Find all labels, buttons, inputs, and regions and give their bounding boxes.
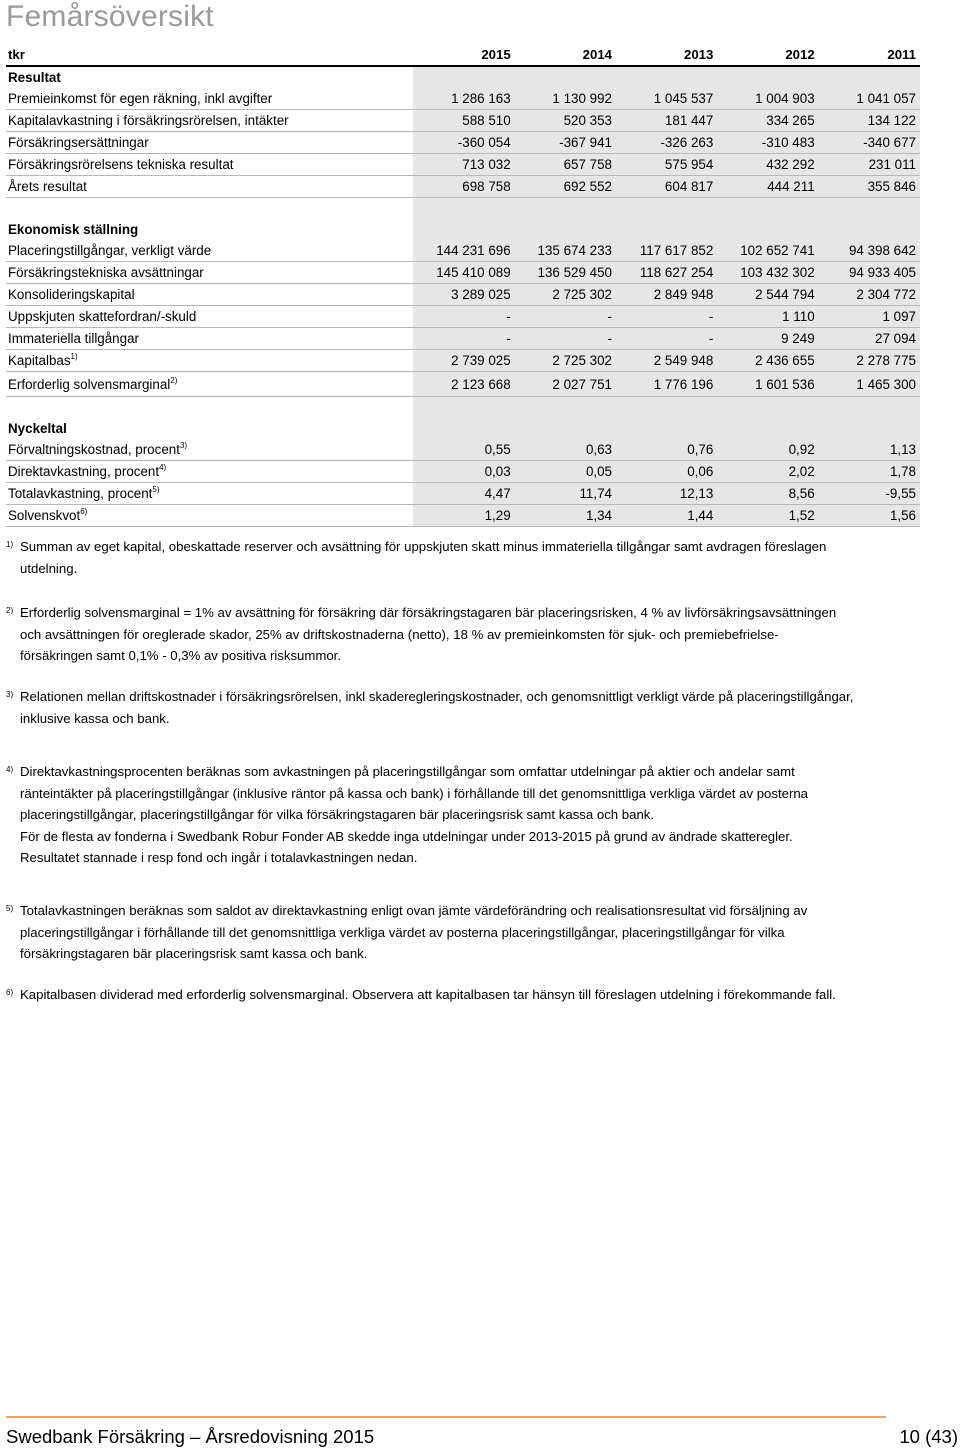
footnote-line: utdelning. (20, 560, 78, 576)
row-label-cell (6, 176, 413, 198)
table-row (6, 110, 920, 132)
value-cell: 0,06 (616, 461, 717, 483)
value-cell: 1 045 537 (616, 88, 717, 110)
row-label-cell (6, 483, 413, 505)
value-cell: 2 544 794 (717, 284, 818, 306)
value-cell: 2 725 302 (515, 350, 616, 372)
value-cell: 692 552 (515, 176, 616, 198)
row-label-cell (6, 328, 413, 350)
row-label-cell (6, 372, 413, 397)
section-header-row (6, 219, 920, 240)
row-label-cell (6, 110, 413, 132)
page-title: Femårsöversikt (6, 0, 214, 33)
value-cell: 444 211 (717, 176, 818, 198)
footnote-marker: 2) (6, 606, 14, 615)
value-cell: 102 652 741 (717, 240, 818, 262)
empty-cell (515, 219, 616, 240)
footer-divider (6, 1416, 886, 1418)
footer-document-title: Swedbank Försäkring – Årsredovisning 2015 (6, 1426, 375, 1447)
footnote-marker: 4) (159, 463, 167, 472)
empty-cell (515, 418, 616, 439)
year-header: 2013 (616, 43, 717, 66)
value-cell: 103 432 302 (717, 262, 818, 284)
empty-cell (819, 397, 920, 419)
footnote-marker: 6) (80, 507, 88, 516)
table-row (6, 306, 920, 328)
footnote-line: Relationen mellan driftskostnader i försäkringsrörelsen, inkl skaderegleringskostnader, och genomsnittligt verkligt värde på placeringstillgångar, (20, 689, 854, 704)
value-cell: -367 941 (515, 132, 616, 154)
value-cell: 117 617 852 (616, 240, 717, 262)
row-label: Placeringstillgångar, verkligt värde (8, 243, 212, 258)
value-cell: 1 601 536 (717, 372, 818, 397)
table-row (6, 505, 920, 527)
value-cell: 136 529 450 (515, 262, 616, 284)
value-cell: 12,13 (616, 483, 717, 505)
value-cell: 94 933 405 (819, 262, 920, 284)
value-cell: 334 265 (717, 110, 818, 132)
value-cell: 9 249 (717, 328, 818, 350)
value-cell: 1,13 (819, 439, 920, 461)
value-cell: 2 278 775 (819, 350, 920, 372)
footnote-line: Summan av eget kapital, obeskattade reserver och avsättning för uppskjuten skatt minus immateriella tillgångar samt avdragen föreslagen (20, 539, 827, 554)
table-header-row (6, 43, 920, 66)
footnote-line: placeringstillgångar i förhållande till det genomsnittliga verkliga värdet av posterna placeringstillgångar, placeringstillgångar för vilka (20, 924, 785, 940)
value-cell: 118 627 254 (616, 262, 717, 284)
value-cell: 698 758 (413, 176, 514, 198)
row-label: Kapitalavkastning i försäkringsrörelsen, intäkter (8, 113, 289, 128)
row-label: Uppskjuten skattefordran/-skuld (8, 309, 197, 324)
table-row (6, 240, 920, 262)
empty-cell (413, 219, 514, 240)
section-title: Resultat (8, 70, 61, 85)
row-label: Premieinkomst för egen räkning, inkl avgifter (8, 91, 273, 106)
empty-cell (6, 397, 413, 419)
value-cell: 1,44 (616, 505, 717, 527)
row-label-cell (6, 262, 413, 284)
value-cell: 2 739 025 (413, 350, 514, 372)
value-cell: -326 263 (616, 132, 717, 154)
row-label-cell (6, 505, 413, 527)
value-cell: 1 004 903 (717, 88, 818, 110)
value-cell: 657 758 (515, 154, 616, 176)
value-cell: 2 123 668 (413, 372, 514, 397)
table-row (6, 372, 920, 397)
empty-cell (616, 397, 717, 419)
row-label-cell (6, 439, 413, 461)
spacer-row (6, 397, 920, 419)
value-cell: 135 674 233 (515, 240, 616, 262)
row-label-cell (6, 240, 413, 262)
value-cell: - (413, 328, 514, 350)
empty-cell (717, 198, 818, 220)
value-cell: 1 097 (819, 306, 920, 328)
footnote-line: försäkringstagaren bär placeringsrisk samt kassa och bank. (20, 946, 368, 961)
row-label-cell (6, 132, 413, 154)
row-label: Direktavkastning, procent (8, 464, 160, 479)
empty-cell (819, 66, 920, 88)
year-header: 2014 (515, 43, 616, 66)
value-cell: 181 447 (616, 110, 717, 132)
footnote-marker: 3) (6, 690, 14, 699)
footnote-line: Direktavkastningsprocenten beräknas som avkastningen på placeringstillgångar som omfattar utdelningar på aktier och andelar samt (20, 764, 795, 779)
value-cell: 2 436 655 (717, 350, 818, 372)
empty-cell (616, 66, 717, 88)
value-cell: 2 027 751 (515, 372, 616, 397)
unit-label: tkr (6, 43, 413, 66)
row-label-cell (6, 306, 413, 328)
value-cell: 8,56 (717, 483, 818, 505)
footnote-line: placeringstillgångar, placeringstillgångar för vilka försäkringstagaren bär placeringsrisk samt kassa och bank. (20, 807, 655, 822)
value-cell: 134 122 (819, 110, 920, 132)
footnote-marker: 4) (6, 765, 14, 774)
empty-cell (616, 418, 717, 439)
value-cell: 604 817 (616, 176, 717, 198)
value-cell: 0,55 (413, 439, 514, 461)
footnote-line: ränteintäkter på placeringstillgångar (inklusive räntor på kassa och bank) i förhållande till det genomsnittliga verkliga värdet av posterna (20, 785, 809, 801)
value-cell: 2 849 948 (616, 284, 717, 306)
footnote-line: Resultatet stannade i resp fond och ingår i totalavkastningen nedan. (20, 850, 418, 865)
table-row (6, 439, 920, 461)
table-body (6, 43, 920, 527)
value-cell: 713 032 (413, 154, 514, 176)
empty-cell (515, 66, 616, 88)
footnote (6, 984, 931, 1006)
value-cell: 0,03 (413, 461, 514, 483)
footnote-line: Kapitalbasen dividerad med erforderlig solvensmarginal. Observera att kapitalbasen tar hänsyn till föreslagen utdelning i förekommande fall. (20, 987, 836, 1002)
value-cell: - (616, 328, 717, 350)
footnote-marker: 6) (6, 988, 14, 997)
section-title: Ekonomisk ställning (8, 222, 139, 237)
value-cell: -310 483 (717, 132, 818, 154)
empty-cell (819, 219, 920, 240)
row-label-cell (6, 284, 413, 306)
value-cell: 3 289 025 (413, 284, 514, 306)
value-cell: 11,74 (515, 483, 616, 505)
row-label: Försäkringsersättningar (8, 135, 149, 150)
spacer-row (6, 198, 920, 220)
value-cell: 0,76 (616, 439, 717, 461)
footnote (6, 900, 931, 965)
row-label: Årets resultat (8, 179, 87, 194)
value-cell: 1 130 992 (515, 88, 616, 110)
value-cell: - (616, 306, 717, 328)
table-row (6, 350, 920, 372)
footnote (6, 602, 931, 667)
empty-cell (616, 198, 717, 220)
value-cell: 4,47 (413, 483, 514, 505)
value-cell: 2 725 302 (515, 284, 616, 306)
value-cell: 0,92 (717, 439, 818, 461)
value-cell: 1 041 057 (819, 88, 920, 110)
value-cell: 144 231 696 (413, 240, 514, 262)
empty-cell (6, 198, 413, 220)
row-label: Konsolideringskapital (8, 287, 135, 302)
empty-cell (717, 418, 818, 439)
value-cell: 2 549 948 (616, 350, 717, 372)
footer-page-number: 10 (43) (899, 1426, 958, 1447)
value-cell: 27 094 (819, 328, 920, 350)
value-cell: 432 292 (717, 154, 818, 176)
row-label: Förvaltningskostnad, procent (8, 442, 180, 457)
value-cell: - (515, 306, 616, 328)
value-cell: 355 846 (819, 176, 920, 198)
empty-cell (413, 66, 514, 88)
empty-cell (819, 418, 920, 439)
footnote (6, 536, 931, 579)
empty-cell (819, 198, 920, 220)
footnote-marker: 3) (179, 441, 188, 450)
footnote-line: Totalavkastningen beräknas som saldot av direktavkastning enligt ovan jämte värdeförändring och realisationsresultat vid försäljning av (20, 903, 808, 918)
table-row (6, 284, 920, 306)
footnote-marker: 1) (6, 540, 14, 549)
value-cell: -9,55 (819, 483, 920, 505)
value-cell: 1,29 (413, 505, 514, 527)
empty-cell (717, 219, 818, 240)
section-header-row (6, 66, 920, 88)
row-label: Totalavkastning, procent (8, 486, 153, 501)
table-row (6, 328, 920, 350)
empty-cell (717, 397, 818, 419)
value-cell: 1 286 163 (413, 88, 514, 110)
row-label: Solvenskvot (8, 508, 81, 523)
value-cell: 1,56 (819, 505, 920, 527)
value-cell: 2,02 (717, 461, 818, 483)
empty-cell (413, 198, 514, 220)
table-row (6, 483, 920, 505)
year-header: 2012 (717, 43, 818, 66)
table-row (6, 461, 920, 483)
empty-cell (616, 219, 717, 240)
footnote-line: inklusive kassa och bank. (20, 710, 170, 726)
value-cell: 0,05 (515, 461, 616, 483)
value-cell: - (515, 328, 616, 350)
footnote-marker: 1) (70, 352, 78, 361)
value-cell: 2 304 772 (819, 284, 920, 306)
year-header: 2015 (413, 43, 514, 66)
row-label-cell (6, 88, 413, 110)
value-cell: 1,52 (717, 505, 818, 527)
value-cell: 94 398 642 (819, 240, 920, 262)
value-cell: 575 954 (616, 154, 717, 176)
row-label: Kapitalbas (8, 353, 71, 368)
empty-cell (413, 418, 514, 439)
value-cell: - (413, 306, 514, 328)
value-cell: 520 353 (515, 110, 616, 132)
row-label-cell (6, 350, 413, 372)
five-year-overview-table (6, 43, 920, 527)
empty-cell (413, 397, 514, 419)
footnote-line: Erforderlig solvensmarginal = 1% av avsättning för försäkring där försäkringstagaren bär placeringsrisken, 4 % av livförsäkringsavsättningen (20, 605, 837, 620)
row-label: Immateriella tillgångar (8, 331, 139, 346)
table-row (6, 154, 920, 176)
row-label: Försäkringsrörelsens tekniska resultat (8, 157, 234, 172)
table-row (6, 176, 920, 198)
row-label-cell (6, 154, 413, 176)
row-label: Försäkringstekniska avsättningar (8, 265, 204, 280)
footnote (6, 761, 931, 869)
section-title: Nyckeltal (8, 421, 67, 436)
value-cell: 1 465 300 (819, 372, 920, 397)
empty-cell (515, 198, 616, 220)
year-header: 2011 (819, 43, 920, 66)
table-row (6, 132, 920, 154)
footnote-line: försäkringen samt 0,1% - 0,3% av positiva risksummor. (20, 648, 342, 663)
value-cell: 1,78 (819, 461, 920, 483)
footnote-marker: 2) (170, 375, 178, 385)
footnote-marker: 5) (152, 485, 160, 494)
footnote (6, 686, 931, 729)
footnote-line: och avsättningen för oreglerade skador, 25% av driftskostnaderna (netto), 18 % av premieinkomsten för sjuk- och premiebefrielse- (20, 626, 779, 642)
table-row (6, 262, 920, 284)
row-label: Erforderlig solvensmarginal (8, 376, 171, 392)
value-cell: 588 510 (413, 110, 514, 132)
value-cell: 231 011 (819, 154, 920, 176)
empty-cell (515, 397, 616, 419)
row-label-cell (6, 461, 413, 483)
table-row (6, 88, 920, 110)
value-cell: 145 410 089 (413, 262, 514, 284)
empty-cell (717, 66, 818, 88)
footnote-marker: 5) (6, 904, 14, 913)
value-cell: 0,63 (515, 439, 616, 461)
footnote-line: För de flesta av fonderna i Swedbank Robur Fonder AB skedde inga utdelningar under 2013-2015 på grund av ändrade skatteregler. (20, 828, 793, 844)
value-cell: 1 776 196 (616, 372, 717, 397)
value-cell: 1,34 (515, 505, 616, 527)
value-cell: 1 110 (717, 306, 818, 328)
value-cell: -340 677 (819, 132, 920, 154)
value-cell: -360 054 (413, 132, 514, 154)
section-header-row (6, 418, 920, 439)
